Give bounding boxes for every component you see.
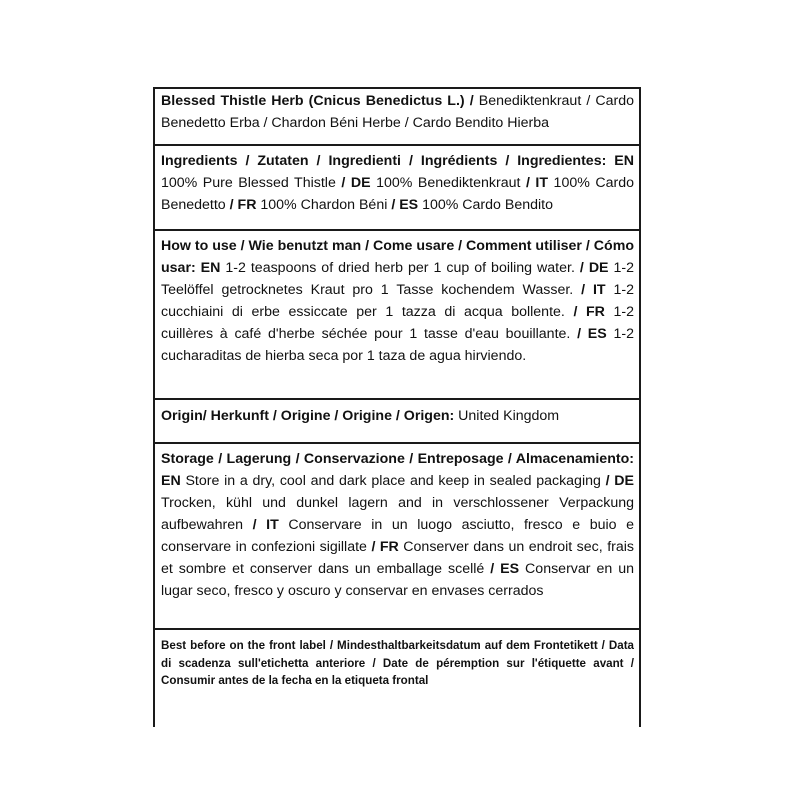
divider [155,144,639,146]
best-before-text: Best before on the front label / Mindesthaltbarkeitsdatum auf dem Frontetikett / Data di scadenza sull'etichetta anteriore / Date de péremption sur l'étiquette avant / Consumir antes de la fecha en la etiqueta frontal [161,639,634,688]
divider [155,229,639,231]
lang-es-label: / ES [391,197,419,213]
product-name-translations: Benediktenkraut / Cardo Benedetto Erba / Chardon Béni Herbe / Cardo Bendito Hierba [161,93,634,131]
storage-fr: Conserver dans un endroit sec, frais et sombre et conserver dans un emballage scellé [161,539,634,577]
lang-it-label: / IT [581,282,606,298]
lang-es-label: / ES [577,326,607,342]
ingredients-heading: Ingredients / Zutaten / Ingredienti / Ingrédients / Ingredientes: EN [161,153,634,169]
storage-heading: Storage / Lagerung / Conservazione / Entreposage / Almacenamiento: EN [161,451,634,489]
ingredients-es: 100% Cardo Bendito [418,197,553,213]
lang-de-label: / DE [579,260,609,276]
how-to-use-heading: How to use / Wie benutzt man / Come usare / Comment utiliser / Cómo usar: EN [161,238,634,276]
divider [155,628,639,630]
ingredients-section [161,150,634,216]
best-before-section [161,637,634,690]
product-name: Blessed Thistle Herb (Cnicus Benedictus L.) / [161,93,474,109]
storage-de: Trocken, kühl und dunkel lagern and in verschlossener Verpackung aufbewahren [161,495,634,533]
top-rule [155,87,639,89]
storage-it: Conservare in un luogo asciutto, fresco e buio e conservare in confezioni sigillate [161,517,634,555]
ingredients-fr: 100% Chardon Béni [256,197,392,213]
how-to-use-de: 1-2 Teelöffel getrocknetes Kraut pro 1 Tasse kochendem Wasser. [161,260,635,298]
storage-en: Store in a dry, cool and dark place and keep in sealed packaging [180,473,606,489]
product-label [153,87,641,727]
lang-de-label: / DE [605,473,634,489]
lang-fr-label: / FR [573,304,605,320]
title-section [161,90,634,134]
storage-es: Conservar en un lugar seco, fresco y oscuro y conservar en envases cerrados [161,561,634,599]
divider [155,442,639,444]
lang-fr-label: / FR [229,197,257,213]
lang-es-label: / ES [490,561,520,577]
how-to-use-it: 1-2 cucchiaini di erbe essiccate per 1 tazza di acqua bollente. [161,282,634,320]
ingredients-en: 100% Pure Blessed Thistle [161,175,342,191]
how-to-use-fr: 1-2 cuillères à café d'herbe séchée pour 1 tasse d'eau bouillante. [161,304,634,342]
origin-heading: Origin/ Herkunft / Origine / Origine / Origen: [161,408,455,424]
storage-section [161,448,634,602]
lang-it-label: / IT [525,175,549,191]
how-to-use-section [161,235,634,367]
ingredients-de: 100% Benediktenkraut [370,175,526,191]
divider [155,398,639,400]
lang-it-label: / IT [252,517,279,533]
ingredients-it: 100% Cardo Benedetto [161,175,635,213]
how-to-use-es: 1-2 cucharaditas de hierba seca por 1 taza de agua hirviendo. [161,326,634,364]
lang-fr-label: / FR [371,539,399,555]
how-to-use-en: 1-2 teaspoons of dried herb per 1 cup of boiling water. [220,260,580,276]
origin-section [161,405,634,427]
origin-value: United Kingdom [454,408,560,424]
lang-de-label: / DE [341,175,371,191]
